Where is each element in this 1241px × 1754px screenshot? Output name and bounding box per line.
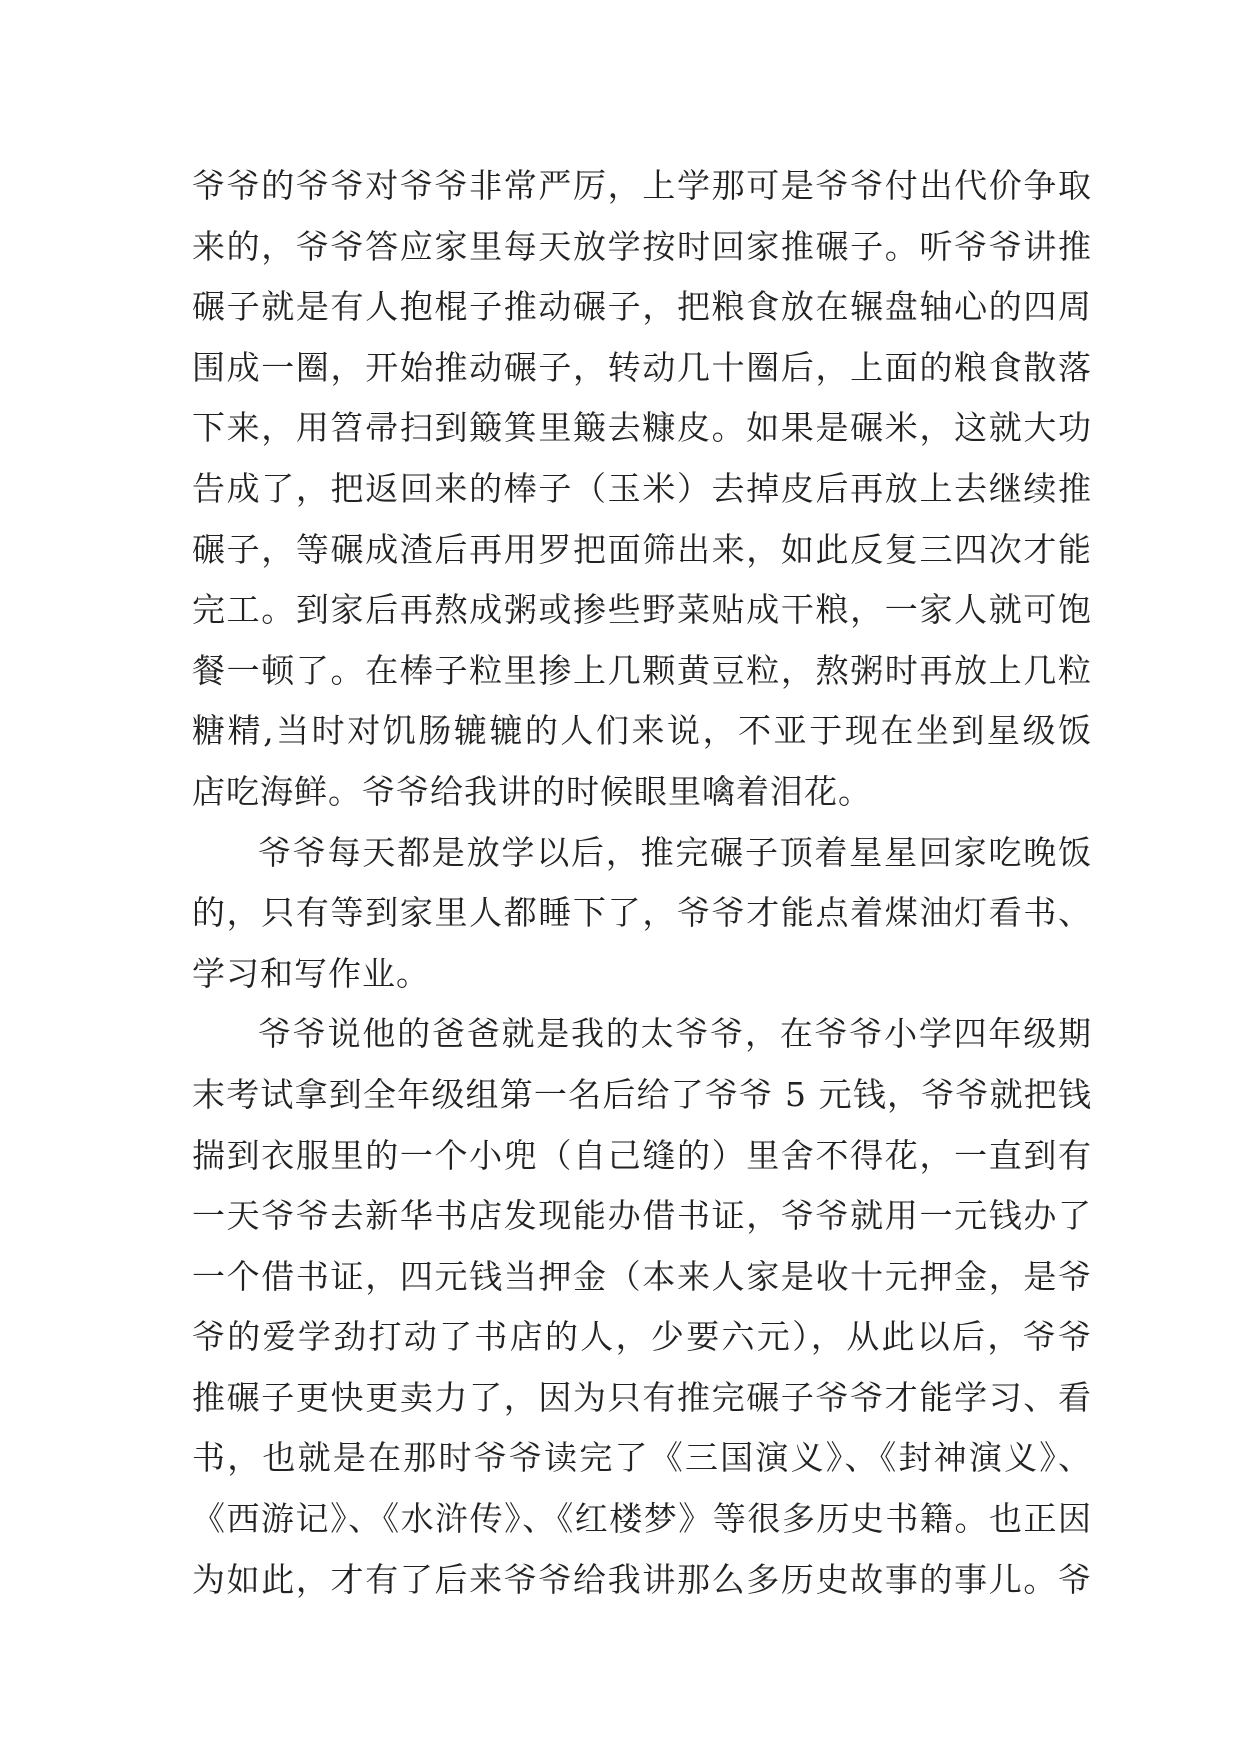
text-line: 来的，爷爷答应家里每天放学按时回家推碾子。听爷爷讲推 bbox=[192, 226, 1092, 266]
text-line: 的，只有等到家里人都睡下了，爷爷才能点着煤油灯看书、 bbox=[192, 893, 1092, 933]
text-line: 爷的爱学劲打动了书店的人，少要六元），从此以后，爷爷 bbox=[192, 1317, 1092, 1357]
text-line: 一个借书证，四元钱当押金（本来人家是收十元押金，是爷 bbox=[192, 1256, 1092, 1296]
text-line: 碾子，等碾成渣后再用罗把面筛出来，如此反复三四次才能 bbox=[192, 529, 1092, 569]
text-line: 下来，用笤帚扫到簸箕里簸去糠皮。如果是碾米，这就大功 bbox=[192, 408, 1092, 448]
text-line: 学习和写作业。 bbox=[192, 953, 430, 993]
paragraph-2 bbox=[192, 823, 1092, 1005]
text-line: 爷爷的爷爷对爷爷非常严厉，上学那可是爷爷付出代价争取 bbox=[192, 166, 1092, 205]
text-line: 餐一顿了。在棒子粒里掺上几颗黄豆粒，熬粥时再放上几粒 bbox=[192, 650, 1092, 690]
text-line: 《西游记》、《水浒传》、《红楼梦》等很多历史书籍。也正因 bbox=[192, 1499, 1092, 1539]
text-line: 推碾子更快更卖力了，因为只有推完碾子爷爷才能学习、看 bbox=[192, 1377, 1092, 1417]
text-line: 爷爷说他的爸爸就是我的太爷爷，在爷爷小学四年级期 bbox=[258, 1014, 1092, 1054]
text-line: 围成一圈，开始推动碾子，转动几十圈后，上面的粮食散落 bbox=[192, 347, 1092, 387]
text-line: 糖精,当时对饥肠辘辘的人们来说，不亚于现在坐到星级饭 bbox=[192, 711, 1092, 751]
text-line: 为如此，才有了后来爷爷给我讲那么多历史故事的事儿。爷 bbox=[192, 1559, 1092, 1599]
text-line: 告成了，把返回来的棒子（玉米）去掉皮后再放上去继续推 bbox=[192, 468, 1092, 508]
paragraph-1 bbox=[192, 156, 1092, 823]
text-line: 完工。到家后再熬成粥或掺些野菜贴成干粮，一家人就可饱 bbox=[192, 590, 1092, 630]
text-line: 一天爷爷去新华书店发现能办借书证，爷爷就用一元钱办了 bbox=[192, 1196, 1092, 1236]
text-line: 揣到衣服里的一个小兜（自己缝的）里舍不得花，一直到有 bbox=[192, 1135, 1092, 1175]
text-line: 店吃海鲜。爷爷给我讲的时候眼里噙着泪花。 bbox=[192, 771, 872, 811]
text-line: 书，也就是在那时爷爷读完了《三国演义》、《封神演义》、 bbox=[192, 1438, 1092, 1478]
paragraph-3 bbox=[192, 1004, 1092, 1610]
text-line: 末考试拿到全年级组第一名后给了爷爷 5 元钱，爷爷就把钱 bbox=[192, 1074, 1092, 1114]
text-line: 碾子就是有人抱棍子推动碾子，把粮食放在辗盘轴心的四周 bbox=[192, 287, 1092, 327]
body-text bbox=[192, 156, 1092, 1610]
text-line: 爷爷每天都是放学以后，推完碾子顶着星星回家吃晚饭 bbox=[258, 832, 1092, 872]
